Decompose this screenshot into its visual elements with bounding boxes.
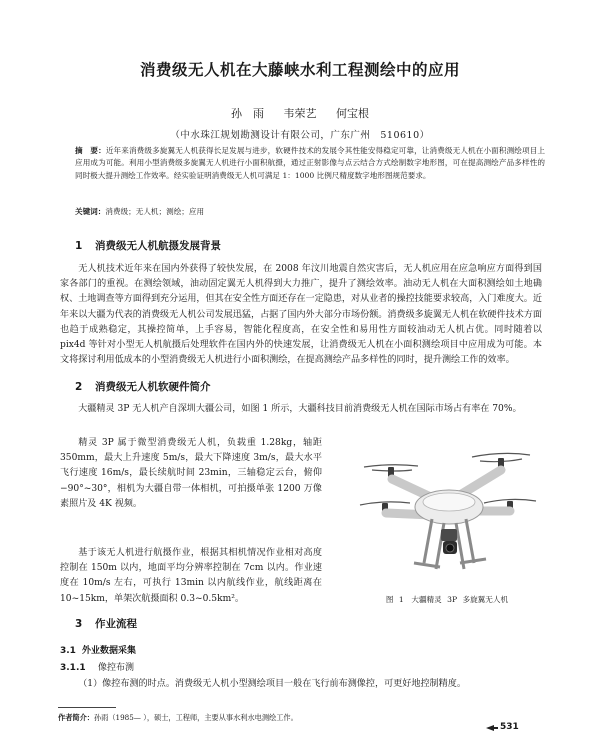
section-number: 3 (75, 618, 83, 630)
paragraph: 无人机技术近年来在国内外获得了较快发展，在 2008 年汶川地震自然灾害后，无人机应用在应急响应方面得到国家各部门的重视。在测绘领域，油动固定翼无人机得到大力推广，提升了测绘效率。油动无人机在大面积测绘如土地确权、土地调查等方面得到充分运用，但其在安全性方面还存在一定隐患，对从业者的操控技能要求较高，入门难度大。近年来以大疆为代表的消费级无人机公司发展迅猛，占据了国内外大部分市场份额。消费级多旋翼无人机在软硬件技术方面也趋于成熟稳定，其操控简单，上手容易，智能化程度高，在安全性和易用性方面较油动无人机占优。同时随着以 pix4d 等针对小型无人机航摄后处理软件在国内外的快速发展，让消费级无人机在小面积测绘项目中应用成为可能。本文将探讨利用低成本的小型消费级无人机进行小面积测绘，在提高测绘产品多样性的同时，提升测绘工作的效率。 (60, 264, 542, 366)
abstract-label: 摘 要： (75, 146, 106, 155)
author-name: 孙 雨 (231, 107, 264, 120)
footnote (58, 713, 298, 723)
section-heading (75, 616, 137, 631)
author-name: 何宝根 (336, 107, 369, 120)
section-title: 消费级无人机软硬件简介 (95, 381, 211, 393)
footnote-text: 孙雨（1985— ），硕士，工程师，主要从事水利水电测绘工作。 (93, 713, 298, 722)
propeller (472, 453, 530, 457)
section-heading (75, 238, 221, 253)
subsection-heading (60, 643, 136, 656)
section-number: 2 (75, 381, 83, 393)
propeller (364, 465, 418, 467)
keywords-label: 关键词： (75, 207, 106, 216)
subsubsection-number: 3.1.1 (60, 663, 86, 673)
subsubsection-title: 像控布测 (98, 663, 135, 673)
abstract-text: 近年来消费级多旋翼无人机获得长足发展与进步，软硬件技术的发展令其性能安得稳定可靠，让消费级无人机在小面积测绘项目上应用成为可能。利用小型消费级多旋翼无人机进行小面积航摄，通过正射影像与点云结合方式绘制数字地形图，可在提高测绘产品多样性的同时极大提升测绘工作效率。经实验证明消费级无人机可满足 1：1000 比例尺精度数字地形图规范要求。 (75, 146, 545, 180)
footnote-rule (58, 707, 116, 708)
subsection-title: 外业数据采集 (82, 646, 137, 656)
page-number: 531 (500, 722, 519, 732)
page-arrow-icon (486, 725, 498, 731)
paragraph: 基于该无人机进行航摄作业，根据其相机情况作业相对高度控制在 150m 以内，地面平均分辨率控制在 7cm 以内。作业速度在 10m/s 左右，可执行 13min 以内航线作业，航线距离在 10~15km，单架次航摄面积 0.3~0.5km²。 (60, 548, 322, 604)
section-title: 作业流程 (95, 618, 137, 630)
section-number: 1 (75, 240, 83, 252)
drone-figure (352, 445, 542, 595)
paragraph: （1）像控布测的时点。消费级无人机小型测绘项目一般在飞行前布测像控，可更好地控制精度。 (78, 679, 466, 689)
abstract (75, 145, 545, 182)
author-name: 韦荣艺 (283, 107, 317, 120)
keywords (75, 206, 545, 217)
paragraph: 大疆精灵 3P 无人机产自深圳大疆公司，如图 1 所示，大疆科技目前消费级无人机在国际市场占有率在 70%。 (78, 404, 522, 414)
paper-title: 消费级无人机在大藤峡水利工程测绘中的应用 (139, 61, 460, 79)
subsection-number: 3.1 (60, 646, 76, 656)
section-heading (75, 379, 211, 394)
subsubsection-heading (60, 660, 134, 673)
authors (0, 105, 600, 121)
keywords-text: 消费级；无人机；测绘；应用 (105, 207, 205, 216)
footnote-label: 作者简介： (58, 713, 94, 722)
affiliation: （中水珠江规划勘测设计有限公司，广东广州 510610） (170, 130, 430, 141)
section-title: 消费级无人机航摄发展背景 (95, 240, 221, 252)
figure-caption: 图 1 大疆精灵 3P 多旋翼无人机 (385, 595, 509, 604)
paragraph: 精灵 3P 属于微型消费级无人机，负载重 1.28kg，轴距 350mm，最大上升速度 5m/s，最大下降速度 3m/s，最大水平飞行速度 16m/s，最长续航时间 23min，三轴稳定云台，俯仰 −90°~30°，相机为大疆自带一体相机，可拍摄单张 1200 万像素照片及 4K 视频。 (60, 438, 322, 509)
